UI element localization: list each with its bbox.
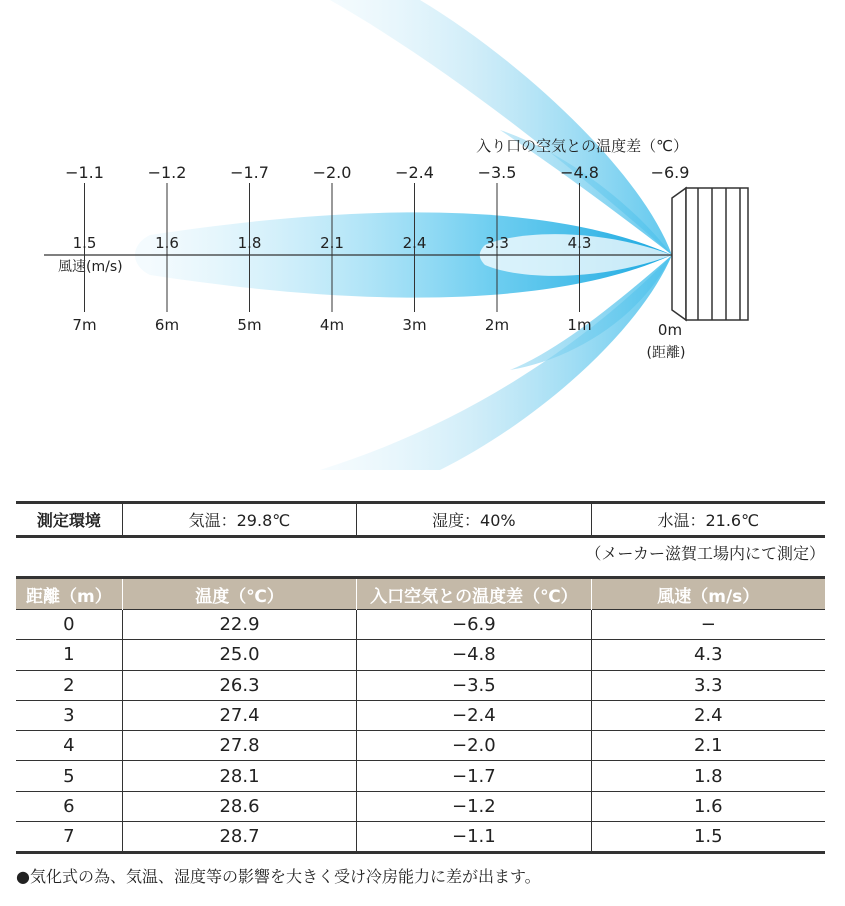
station-temp-diff: −4.8 (560, 163, 599, 182)
cooler-unit (672, 188, 748, 320)
cell-distance: 4 (16, 731, 122, 761)
header-temperature: 温度（℃） (122, 578, 356, 610)
station-temp-diff: −2.4 (395, 163, 434, 182)
cell-distance: 5 (16, 761, 122, 791)
cell-temp-diff: −2.4 (357, 700, 591, 730)
station-wind: 1.8 (237, 234, 262, 252)
cell-temp-diff: −3.5 (357, 670, 591, 700)
cell-temperature: 25.0 (122, 640, 356, 670)
cell-distance: 2 (16, 670, 122, 700)
station-temp-diff: −3.5 (477, 163, 517, 182)
table-row (16, 761, 825, 791)
station-distance: 6m (154, 316, 180, 334)
cell-wind-speed: 1.6 (591, 791, 825, 821)
table-row (16, 822, 825, 853)
station-wind: 3.3 (485, 234, 509, 252)
table-row (16, 610, 825, 640)
cell-wind-speed: 1.8 (591, 761, 825, 791)
cell-wind-speed: 3.3 (591, 670, 825, 700)
env-air-temp: 気温：29.8℃ (122, 503, 356, 537)
station-temp-diff: −1.7 (230, 163, 269, 182)
axis-label: 風速(m/s) (58, 259, 123, 275)
cell-distance: 6 (16, 791, 122, 821)
station-wind: 2.1 (320, 234, 344, 252)
cell-temp-diff: −6.9 (357, 610, 591, 640)
station-temp-diff: −6.9 (650, 163, 690, 182)
header-temp-diff: 入口空気との温度差（℃） (357, 578, 591, 610)
cell-wind-speed: 4.3 (591, 640, 825, 670)
cell-temperature: 22.9 (122, 610, 356, 640)
station-distance: 0m (657, 321, 683, 339)
cell-temp-diff: −4.8 (357, 640, 591, 670)
table-row (16, 700, 825, 730)
cell-wind-speed: 1.5 (591, 822, 825, 853)
top-label: 入り口の空気との温度差（℃） (476, 137, 688, 155)
environment-note: （メーカー滋賀工場内にて測定） (585, 544, 825, 563)
cell-temperature: 28.7 (122, 822, 356, 853)
cell-temperature: 28.1 (122, 761, 356, 791)
cell-distance: 1 (16, 640, 122, 670)
cell-temperature: 27.4 (122, 700, 356, 730)
header-wind-speed: 風速（m/s） (591, 578, 825, 610)
station-wind: 1.6 (155, 234, 179, 252)
cell-distance: 0 (16, 610, 122, 640)
env-water-temp: 水温：21.6℃ (591, 503, 825, 537)
station-distance: 4m (319, 316, 345, 334)
cell-temperature: 27.8 (122, 731, 356, 761)
measurement-environment-table (16, 501, 825, 538)
station-7 (65, 163, 104, 334)
table-row (16, 670, 825, 700)
station-wind: 1.5 (72, 234, 97, 252)
station-distance: 7m (72, 316, 97, 334)
station-distance: 2m (484, 316, 510, 334)
cell-temperature: 28.6 (122, 791, 356, 821)
cell-wind-speed: 2.1 (591, 731, 825, 761)
station-temp-diff: −1.1 (65, 163, 104, 182)
cell-temp-diff: −2.0 (357, 731, 591, 761)
footnote: ●気化式の為、気温、湿度等の影響を大きく受け冷房能力に差が出ます。 (16, 867, 541, 886)
cell-temperature: 26.3 (122, 670, 356, 700)
header-distance: 距離（m） (16, 578, 122, 610)
cell-temp-diff: −1.7 (357, 761, 591, 791)
station-distance: 3m (402, 316, 427, 334)
station-temp-diff: −1.2 (147, 163, 187, 182)
station-wind: 4.3 (567, 234, 592, 252)
table-row (16, 640, 825, 670)
cell-distance: 3 (16, 700, 122, 730)
measurement-data-table (16, 576, 825, 854)
cell-wind-speed: − (591, 610, 825, 640)
cell-wind-speed: 2.4 (591, 700, 825, 730)
table-header-row (16, 578, 825, 610)
table-row (16, 731, 825, 761)
env-label: 測定環境 (36, 511, 101, 530)
env-humidity: 湿度：40% (357, 503, 591, 537)
distance-unit-label: (距離) (646, 345, 686, 361)
table-row (16, 791, 825, 821)
station-distance: 5m (237, 316, 262, 334)
cell-temp-diff: −1.2 (357, 791, 591, 821)
station-temp-diff: −2.0 (312, 163, 352, 182)
cell-distance: 7 (16, 822, 122, 853)
station-wind: 2.4 (402, 234, 427, 252)
cell-temp-diff: −1.1 (357, 822, 591, 853)
station-distance: 1m (567, 316, 592, 334)
